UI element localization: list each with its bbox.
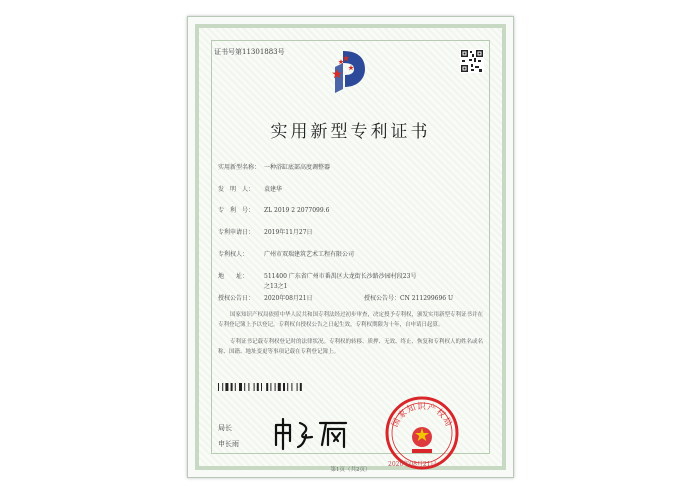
field-utility-model-name (218, 162, 330, 171)
field-key: 地 址： (218, 273, 249, 280)
field-key: 专 利 号： (218, 207, 255, 214)
field-value: ZL 2019 2 2077099.6 (264, 207, 330, 214)
qr-code-icon (460, 49, 484, 73)
field-address-continued: 之13之1 (264, 283, 288, 290)
certificate-title: 实用新型专利证书 (270, 122, 431, 142)
handwritten-signature (268, 415, 354, 451)
field-key: 授权公告日： (218, 295, 255, 302)
patent-certificate (187, 16, 514, 478)
seal-date: 2020年08月21日 (388, 461, 437, 468)
certificate-number: 证书号第11301883号 (214, 48, 285, 56)
field-key: 专利申请日： (218, 229, 255, 236)
cnipa-emblem-icon (329, 45, 371, 95)
field-application-date (218, 227, 313, 236)
field-grant-number: 授权公告号：CN 211299696 U (364, 295, 454, 302)
field-value: 2019年11月27日 (264, 229, 313, 236)
field-value: 广州市双瑞建筑艺术工程有限公司 (264, 251, 355, 258)
signer-name: 申长雨 (218, 440, 239, 448)
legal-paragraph-2: 专利证书记载专利权登记时的法律状况。专利权的转移、质押、无效、终止、恢复和专利权人的姓名或名称、国籍、地址变更等事项记载在专利登记簿上。 (218, 339, 484, 355)
barcode-icon (218, 383, 322, 391)
field-inventor (218, 184, 282, 193)
field-key: 实用新型名称： (218, 164, 261, 171)
field-value: 2020年08月21日 (264, 295, 313, 302)
field-address (218, 271, 416, 280)
field-key: 发 明 人： (218, 186, 255, 193)
legal-paragraph-1: 国家知识产权局依照中华人民共和国专利法经过初步审查，决定授予专利权，颁发实用新型专利证书并在专利登记簿上予以登记。专利权自授权公告之日起生效。专利权期限为十年，自申请日起算。 (218, 312, 484, 328)
page-number: 第1页（共2页） (330, 467, 371, 473)
svg-text:国家知识产权局: 国家知识产权局 (390, 402, 454, 429)
signer-title: 局长 (218, 424, 232, 432)
field-patentee (218, 249, 354, 258)
field-value: 一种浴缸底部高度调整器 (264, 164, 331, 171)
field-grant-date (218, 293, 313, 302)
field-value: 袁建华 (264, 186, 283, 193)
field-key: 专利权人： (218, 251, 249, 258)
certificate-inner-border (211, 40, 490, 454)
field-value: 511400 广东省广州市番禺区大龙街长沙路沙园村段23号 (264, 273, 417, 280)
field-patent-number (218, 205, 329, 214)
